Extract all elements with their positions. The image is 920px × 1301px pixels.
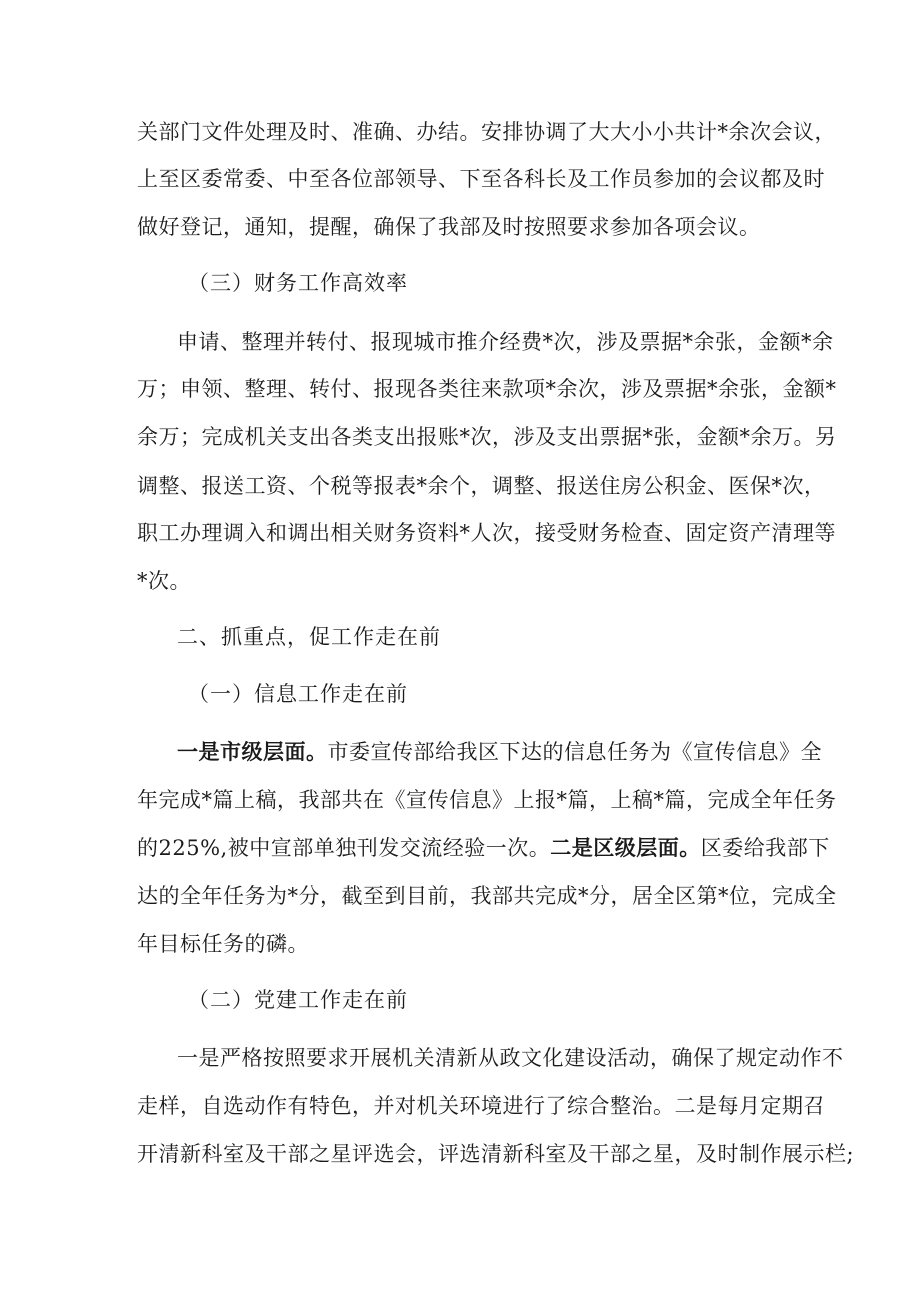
paragraph-2-line-6: *次。 bbox=[137, 569, 191, 593]
paragraph-3-line-2: 年完成*篇上稿，我部共在《宣传信息》上报*篇，上稿*篇，完成全年任务 bbox=[137, 788, 837, 812]
paragraph-1-line-2: 上至区委常委、中至各位部领导、下至各科长及工作员参加的会议都及时 bbox=[137, 167, 825, 191]
paragraph-3-line-4: 达的全年任务为*分，截至到目前，我部共完成*分，居全区第*位，完成全 bbox=[137, 884, 837, 908]
paragraph-2-line-3: 余万；完成机关支出各类支出报账*次，涉及支出票据*张，金额*余万。另 bbox=[137, 425, 837, 449]
paragraph-3-line-1 bbox=[177, 737, 822, 767]
paragraph-4-line-1: 一是严格按照要求开展机关清新从政文化建设活动，确保了规定动作不 bbox=[177, 1046, 844, 1070]
paragraph-2-line-5: 职工办理调入和调出相关财务资料*人次，接受财务检查、固定资产清理等 bbox=[137, 521, 836, 545]
paragraph-3-line-5: 年目标任务的磷。 bbox=[137, 932, 309, 956]
paragraph-4-line-2: 走样，自选动作有特色，并对机关环境进行了综合整治。二是每月定期召 bbox=[137, 1094, 825, 1118]
paragraph-3-line-3-end: 区委给我部下 bbox=[700, 836, 830, 860]
heading-finance-work: （三）财务工作高效率 bbox=[188, 271, 408, 295]
heading-section-2: 二、抓重点，促工作走在前 bbox=[177, 625, 441, 649]
paragraph-4-line-3: 开清新科室及干部之星评选会，评选清新科室及干部之星，及时制作展示栏; bbox=[137, 1142, 855, 1166]
city-level-label: 一是市级层面。 bbox=[177, 739, 328, 764]
paragraph-3-line-3 bbox=[137, 833, 830, 863]
paragraph-2-line-1: 申请、整理并转付、报现城市推介经费*次，涉及票据*余张，金额*余 bbox=[177, 330, 834, 354]
heading-party-work: （二）党建工作走在前 bbox=[188, 988, 408, 1012]
paragraph-3-line-3-start: 的225%,被中宣部单独刊发交流经验一次。 bbox=[137, 836, 551, 860]
paragraph-1-line-3: 做好登记，通知，提醒，确保了我部及时按照要求参加各项会议。 bbox=[137, 215, 761, 239]
heading-info-work: （一）信息工作走在前 bbox=[188, 682, 408, 706]
district-level-label: 二是区级层面。 bbox=[550, 835, 701, 860]
paragraph-2-line-4: 调整、报送工资、个税等报表*余个，调整、报送住房公积金、医保*次， bbox=[137, 474, 826, 498]
paragraph-2-line-2: 万；申领、整理、转付、报现各类往来款项*余次，涉及票据*余张，金额* bbox=[137, 377, 837, 401]
paragraph-3-line-1-text: 市委宣传部给我区下达的信息任务为《宣传信息》全 bbox=[327, 740, 822, 764]
paragraph-1-line-1: 关部门文件处理及时、准确、办结。安排协调了大大小小共计*余次会议， bbox=[137, 120, 836, 144]
